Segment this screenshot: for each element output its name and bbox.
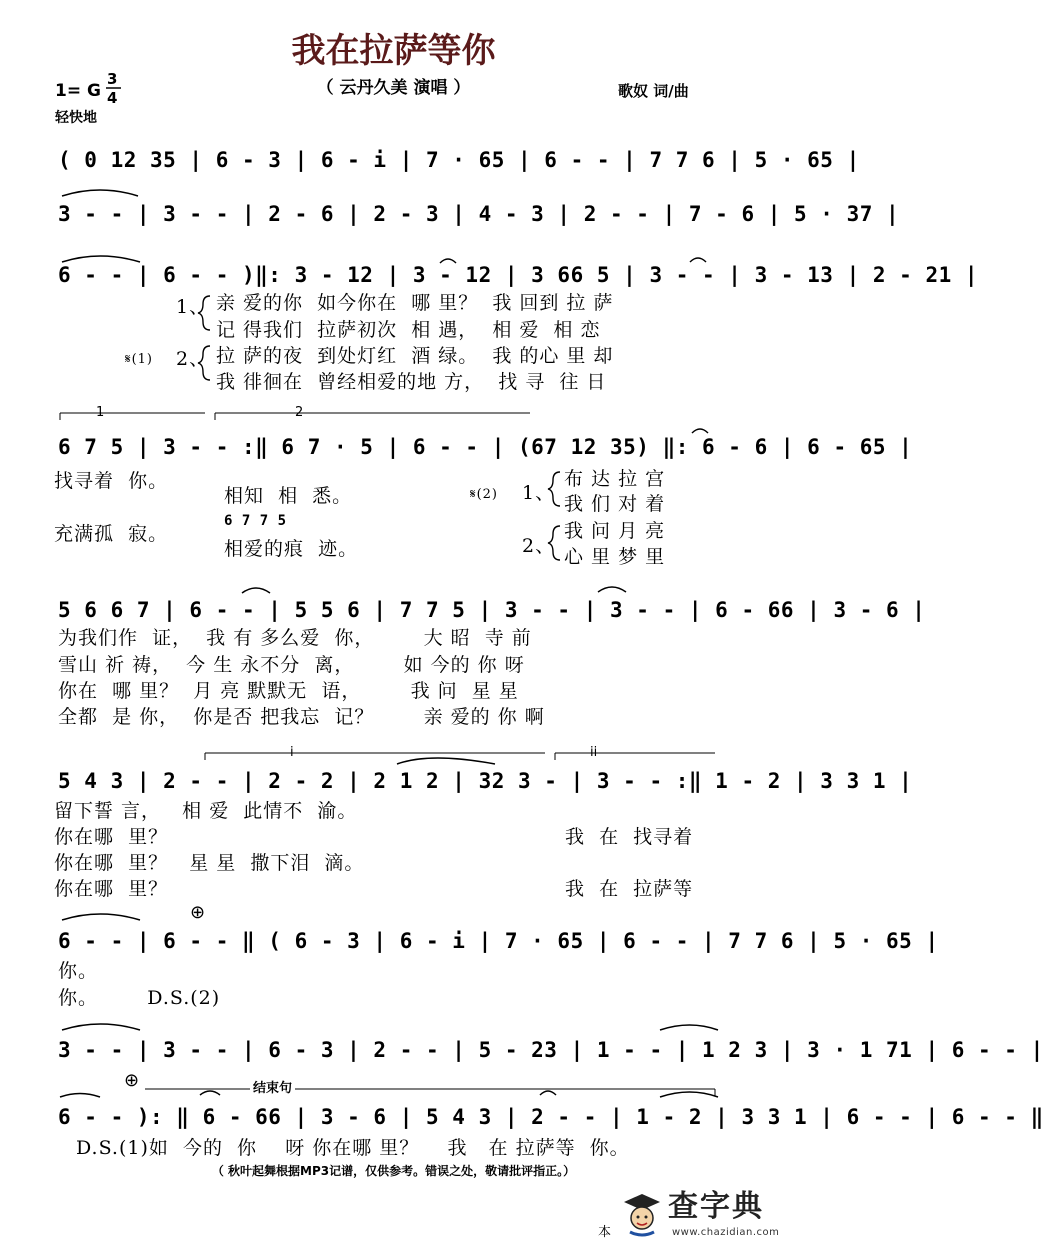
lyric-line: 我 们 对 着 <box>564 493 666 515</box>
lyric-line: 留下誓 言， 相 爱 此情不 渝。 <box>54 800 358 822</box>
lyric-line: 雪山 祈 祷， 今 生 永不分 离， 如 今的 你 呀 <box>58 654 525 676</box>
lyric-line: 我 在 找寻着 <box>565 826 694 848</box>
lyric-line: 我 在 拉萨等 <box>565 878 694 900</box>
score-row-6: 5 4 3 | 2 - - | 2 - 2 | 2 1 2 | 32 3 - | 3 - - :‖ 1 - 2 | 3 3 1 | <box>58 769 913 793</box>
page-mark: 本 <box>598 1225 612 1240</box>
lyric-line: 你在哪 里？ <box>54 826 169 848</box>
lyric-line: 心 里 梦 里 <box>564 546 666 568</box>
lyric-line: 我 徘徊在 曾经相爱的地 方， 找 寻 往 日 <box>216 371 607 393</box>
lyric-line: 全都 是 你， 你是否 把我忘 记？ 亲 爱的 你 啊 <box>58 706 545 728</box>
ending-i-label: i <box>290 745 294 760</box>
ending-ii-label: ii <box>590 745 598 760</box>
lyric-line: 布 达 拉 宫 <box>564 468 666 490</box>
score-row-4: 6 7 5 | 3 - - :‖ 6 7 · 5 | 6 - - | (67 12 35) ‖: 6 - 6 | 6 - 65 | <box>58 435 913 459</box>
lyric-line: 你在哪 里？ 星 星 撒下泪 滴。 <box>54 852 365 874</box>
lyric-line: 你在哪 里？ <box>54 878 169 900</box>
time-signature-top: 3 <box>107 70 118 88</box>
lyric-line: 你在 哪 里？ 月 亮 默默无 语， 我 问 星 星 <box>58 680 519 702</box>
time-signature-bottom: 4 <box>107 89 118 107</box>
key-signature: 1= G <box>55 81 101 101</box>
lyric-line: 我 问 月 亮 <box>564 520 666 542</box>
alt-notes: 6 7 7 5 <box>224 513 287 529</box>
footer-note: （ 秋叶起舞根据MP3记谱，仅供参考。错误之处，敬请批评指正。） <box>211 1164 576 1178</box>
score-row-7: 6 - - | 6 - - ‖ ( 6 - 3 | 6 - i | 7 · 65 | 6 - - | 7 7 6 | 5 · 65 | <box>58 929 939 953</box>
lyric-line: 记 得我们 拉萨初次 相 遇， 相 爱 相 恋 <box>216 319 601 341</box>
score-row-3: 6 - - | 6 - - )‖: 3 - 12 | 3 - 12 | 3 66 5 | 3 - - | 3 - 13 | 2 - 21 | <box>58 263 979 287</box>
lyric-line: 拉 萨的夜 到处灯红 酒 绿。 我 的心 里 却 <box>216 345 614 367</box>
lyric-line: 亲 爱的你 如今你在 哪 里？ 我 回到 拉 萨 <box>216 292 614 314</box>
verse-mark-2: 2、 <box>176 348 210 370</box>
segno-2: 𝄋(2) <box>470 487 499 502</box>
lyric-line: 找寻着 你。 <box>54 470 169 492</box>
first-ending-label: 1 <box>96 405 105 420</box>
scholar-mascot-icon <box>620 1188 664 1238</box>
score-row-2: 3 - - | 3 - - | 2 - 6 | 2 - 3 | 4 - 3 | 2 - - | 7 - 6 | 5 · 37 | <box>58 202 900 226</box>
segno-1: 𝄋(1) <box>125 352 154 367</box>
watermark-url: www.chazidian.com <box>672 1227 780 1238</box>
score-row-9: 6 - - ): ‖ 6 - 66 | 3 - 6 | 5 4 3 | 2 - - | 1 - 2 | 3 3 1 | 6 - - | 6 - - ‖ <box>58 1105 1044 1129</box>
score-row-8: 3 - - | 3 - - | 6 - 3 | 2 - - | 5 - 23 | 1 - - | 1 2 3 | 3 · 1 71 | 6 - - | <box>58 1038 1044 1062</box>
coda-icon: ⊕ <box>190 902 206 923</box>
lyric-line: 你。 D.S.(2) <box>58 987 221 1009</box>
score-row-5: 5 6 6 7 | 6 - - | 5 5 6 | 7 7 5 | 3 - - | 3 - - | 6 - 66 | 3 - 6 | <box>58 598 926 622</box>
lyric-line: D.S.(1)如 今的 你 呀 你在哪 里？ 我 在 拉萨等 你。 <box>76 1137 630 1159</box>
coda-icon: ⊕ <box>124 1070 140 1091</box>
lyric-line: 你。 <box>58 960 99 982</box>
credits: 歌奴 词/曲 <box>618 82 689 100</box>
lyric-line: 相爱的痕 迹。 <box>224 538 359 560</box>
ending-phrase-label: 结束句 <box>250 1082 295 1095</box>
lyric-line: 相知 相 悉。 <box>224 485 353 507</box>
watermark-text: 查字典 <box>668 1189 764 1224</box>
verse-mark-1: 1、 <box>176 296 210 318</box>
tempo-marking: 轻快地 <box>55 110 97 126</box>
verse-mark-1: 1、 <box>522 482 556 504</box>
lyric-line: 为我们作 证， 我 有 多么爱 你， 大 昭 寺 前 <box>58 627 532 649</box>
lyric-line: 充满孤 寂。 <box>54 523 169 545</box>
watermark-logo <box>620 1188 780 1242</box>
score-row-1: ( 0 12 35 | 6 - 3 | 6 - i | 7 · 65 | 6 - - | 7 7 6 | 5 · 65 | <box>58 148 860 172</box>
verse-mark-2: 2、 <box>522 535 556 557</box>
performer-line: （ 云丹久美 演唱 ） <box>316 78 471 98</box>
second-ending-label: 2 <box>295 405 304 420</box>
song-title: 我在拉萨等你 <box>291 31 496 71</box>
